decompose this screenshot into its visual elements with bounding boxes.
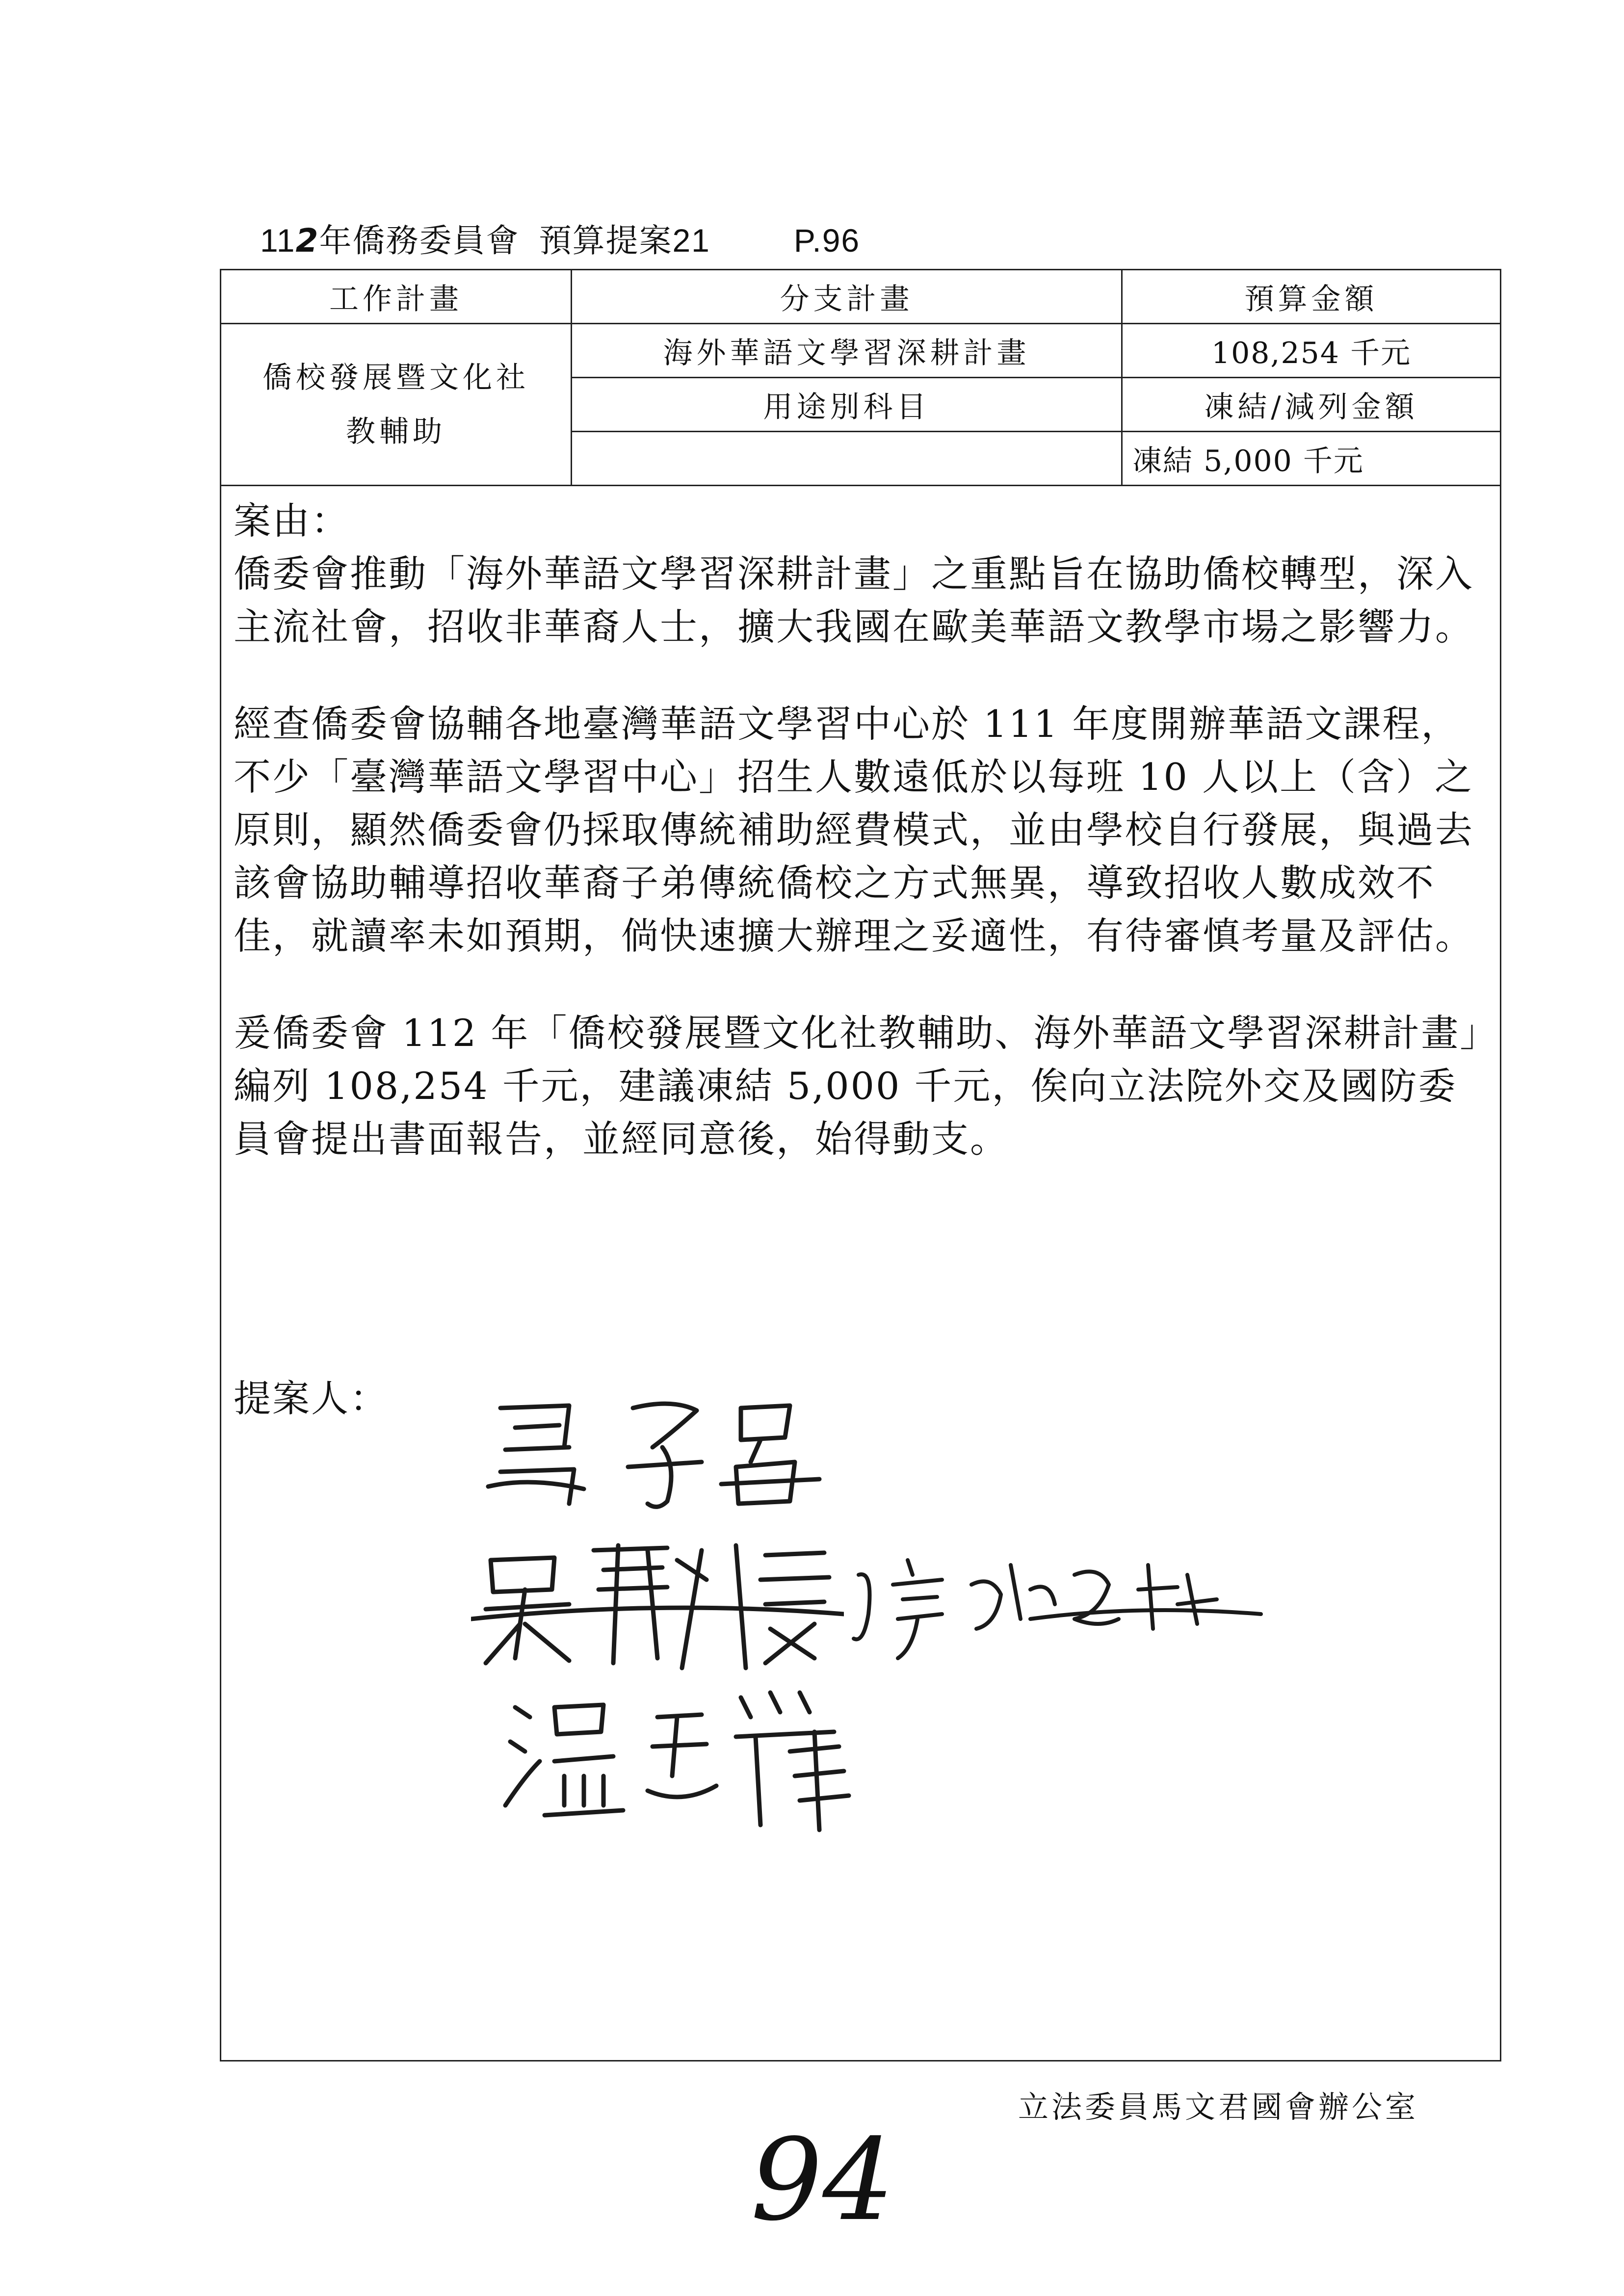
signature-2 [471, 1531, 844, 1678]
page-reference: P.96 [793, 222, 861, 259]
header-branch-plan: 分支計畫 [780, 282, 914, 316]
document-title [260, 216, 860, 265]
work-plan-value [221, 324, 571, 485]
reason-heading: 案由： [234, 499, 350, 543]
proposal-number: 21 [672, 222, 710, 259]
reason-section [234, 495, 1490, 1210]
work-plan-value-line1: 僑校發展暨文化社 [262, 360, 529, 395]
branch-plan-value: 海外華語文學習深耕計畫 [663, 336, 1030, 370]
reason-paragraph-3: 爰僑委會 112 年「僑校發展暨文化社教輔助、海外華語文學習深耕計畫」編列 108,254 千元，建議凍結 5,000 千元，俟向立法院外交及國防委員會提出書面報告，並經同意後，始得動支。 [234, 1011, 1480, 1161]
year-prefix: 11 [260, 222, 296, 259]
freeze-value: 凍結 5,000 千元 [1132, 444, 1364, 478]
purpose-subject-value [572, 432, 1121, 485]
reason-paragraph-1: 僑委會推動「海外華語文學習深耕計畫」之重點旨在協助僑校轉型，深入主流社會，招收非華裔人士，擴大我國在歐美華語文教學市場之影響力。 [234, 552, 1474, 649]
header-budget-amount: 預算金額 [1244, 282, 1378, 316]
table-line [220, 485, 1501, 486]
work-plan-value-line2: 教輔助 [346, 414, 446, 449]
title-proposal: 預算提案 [539, 222, 673, 259]
header-work-plan: 工作計畫 [329, 282, 463, 316]
signature-3 [844, 1545, 1266, 1663]
year-handwritten-digit: 2 [295, 222, 319, 260]
signature-4 [496, 1678, 868, 1845]
budget-amount-value: 108,254 千元 [1211, 336, 1412, 370]
signature-1 [486, 1388, 829, 1516]
proposer-label: 提案人： [234, 1377, 389, 1420]
page-number: 94 [751, 2115, 894, 2246]
reason-paragraph-2: 經查僑委會協輔各地臺灣華語文學習中心於 111 年度開辦華語文課程，不少「臺灣華語文學習中心」招生人數遠低於以每班 10 人以上（含）之原則，顯然僑委會仍採取傳統補助經費模式，並由學校自行發展，與過去該會協助輔導招收華裔子弟傳統僑校之方式無異，導致招收人數成效不佳，就讀率未如預期，倘快速擴大辦理之妥適性，有待審慎考量及評估。 [234, 702, 1474, 958]
purpose-subject-label: 用途別科目 [763, 390, 930, 424]
title-main: 年僑務委員會 [319, 222, 520, 259]
freeze-reduce-label: 凍結/減列金額 [1204, 390, 1418, 424]
footer-office: 立法委員馬文君國會辦公室 [1018, 2089, 1419, 2125]
